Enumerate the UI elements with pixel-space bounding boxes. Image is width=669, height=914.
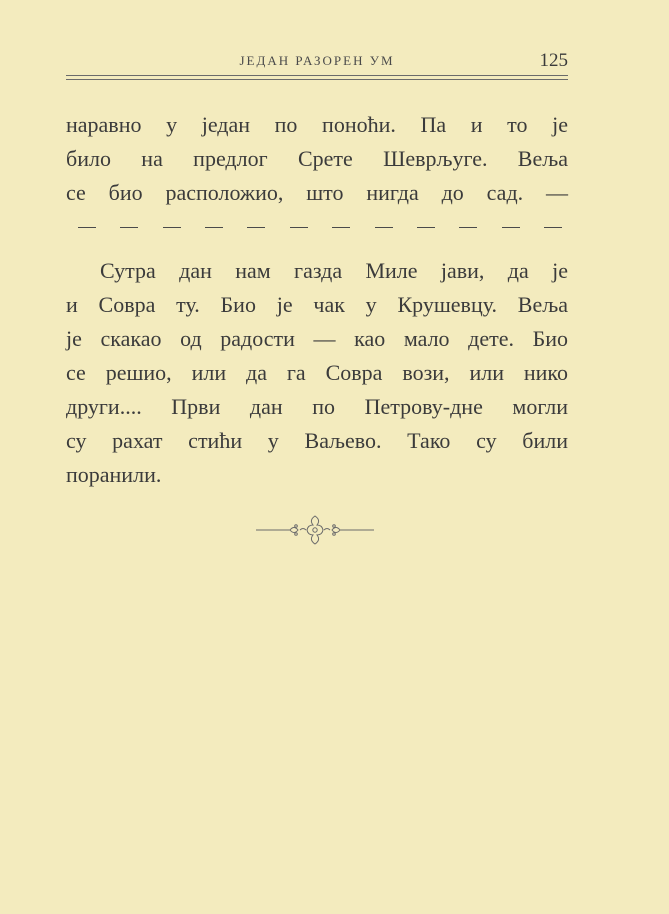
paragraph-gap [66,244,568,254]
header-rule-bottom [66,79,568,80]
text-line: је скакао од радости — као мало дете. Био [66,326,568,351]
header-rule-top [66,75,568,76]
text-line: било на предлог Срете Шеврљуге. Веља [66,146,568,171]
text-line: су рахат стићи у Ваљево. Тако су били [66,428,568,453]
em-dash [290,227,308,228]
page-number: 125 [539,50,568,71]
em-dash [120,227,138,228]
text-line: други.... Први дан по Петрову-дне могли [66,394,568,419]
paragraph-1 [66,108,568,244]
em-dash [375,227,393,228]
floral-ornament-icon [252,512,378,548]
text-line: се решио, или да га Совра вози, или нико [66,360,568,385]
em-dash [247,227,265,228]
em-dash [205,227,223,228]
em-dash [459,227,477,228]
text-line: поранили. [66,462,162,487]
running-head [66,50,568,72]
text-line: се био расположио, што нигда до сад. — [66,180,568,205]
dash-line [66,210,568,244]
em-dash [417,227,435,228]
text-line: наравно у један по поноћи. Па и то је [66,112,568,137]
paragraph-2 [66,254,568,492]
text-line: Сутра дан нам газда Миле јави, да је [100,258,568,283]
em-dash [544,227,562,228]
em-dash [78,227,96,228]
text-line: и Совра ту. Био је чак у Крушевцу. Веља [66,292,568,317]
em-dash [332,227,350,228]
running-title: ЈЕДАН РАЗОРЕН УМ [239,53,395,68]
em-dash [163,227,181,228]
em-dash [502,227,520,228]
body-text [66,108,568,492]
